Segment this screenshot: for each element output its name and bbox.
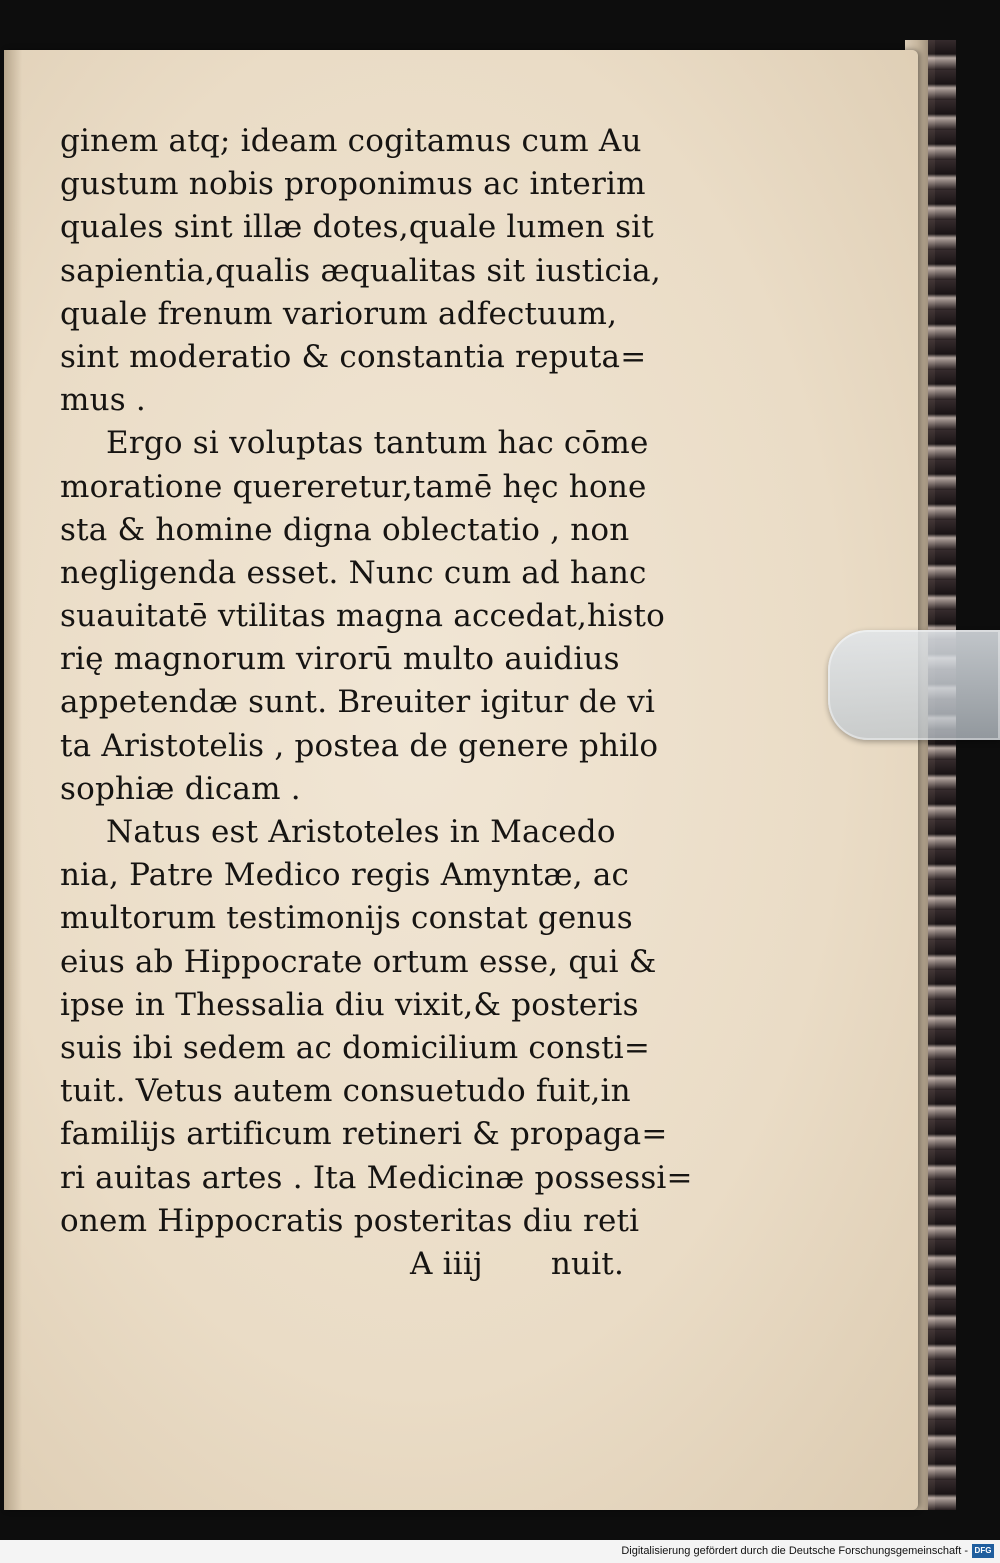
book-spine <box>928 40 956 1510</box>
catchword: nuit. <box>550 1245 625 1282</box>
text-line: suis ibi sedem ac domicilium consti= <box>60 1029 651 1066</box>
text-line: suauitatē vtilitas magna accedat,histo <box>60 598 665 635</box>
funding-credit: Digitalisierung gefördert durch die Deutsche Forschungsgemeinschaft - <box>621 1545 968 1557</box>
text-line: mus . <box>60 382 146 419</box>
text-line: sta & homine digna oblectatio , non <box>60 511 630 548</box>
footer-bar <box>0 1540 1000 1563</box>
signature-mark: A iiij <box>410 1245 483 1282</box>
signature-line <box>60 1243 710 1286</box>
text-line: ta Aristotelis , postea de genere philo <box>60 727 659 764</box>
text-line: multorum testimonijs constat genus <box>60 900 633 937</box>
text-line: nia, Patre Medico regis Amyntæ, ac <box>60 857 630 894</box>
text-line: ginem atq; ideam cogitamus cum Au <box>60 123 642 159</box>
text-line: appetendæ sunt. Breuiter igitur de vi <box>60 684 656 721</box>
text-line: moratione quereretur,tamē hęc hone <box>60 468 647 505</box>
page-tab-marker[interactable] <box>828 630 1000 740</box>
dfg-logo: DFG <box>972 1544 994 1558</box>
page-text <box>60 120 710 1286</box>
text-line: gustum nobis proponimus ac interim <box>60 166 646 203</box>
text-line: familijs artificum retineri & propaga= <box>60 1116 668 1153</box>
text-line: rię magnorum virorū multo auidius <box>60 641 620 678</box>
text-line: eius ab Hippocrate ortum esse, qui & <box>60 943 657 980</box>
text-line: quales sint illæ dotes,quale lumen sit <box>60 209 654 246</box>
text-line: onem Hippocratis posteritas diu reti <box>60 1202 640 1239</box>
text-line: sophiæ dicam . <box>60 770 301 807</box>
text-line: sapientia,qualis æqualitas sit iusticia, <box>60 252 661 289</box>
text-line: Natus est Aristoteles in Macedo <box>106 814 616 850</box>
text-line: ri auitas artes . Ita Medicinæ possessi= <box>60 1159 693 1196</box>
text-line: Ergo si voluptas tantum hac cōme <box>106 425 649 462</box>
text-line: tuit. Vetus autem consuetudo fuit,in <box>60 1073 631 1110</box>
text-line: ipse in Thessalia diu vixit,& posteris <box>60 986 639 1023</box>
text-line: quale frenum variorum adfectuum, <box>60 295 618 332</box>
page-gutter <box>4 50 22 1510</box>
text-line: negligenda esset. Nunc cum ad hanc <box>60 554 647 591</box>
text-line: sint moderatio & constantia reputa= <box>60 338 647 375</box>
